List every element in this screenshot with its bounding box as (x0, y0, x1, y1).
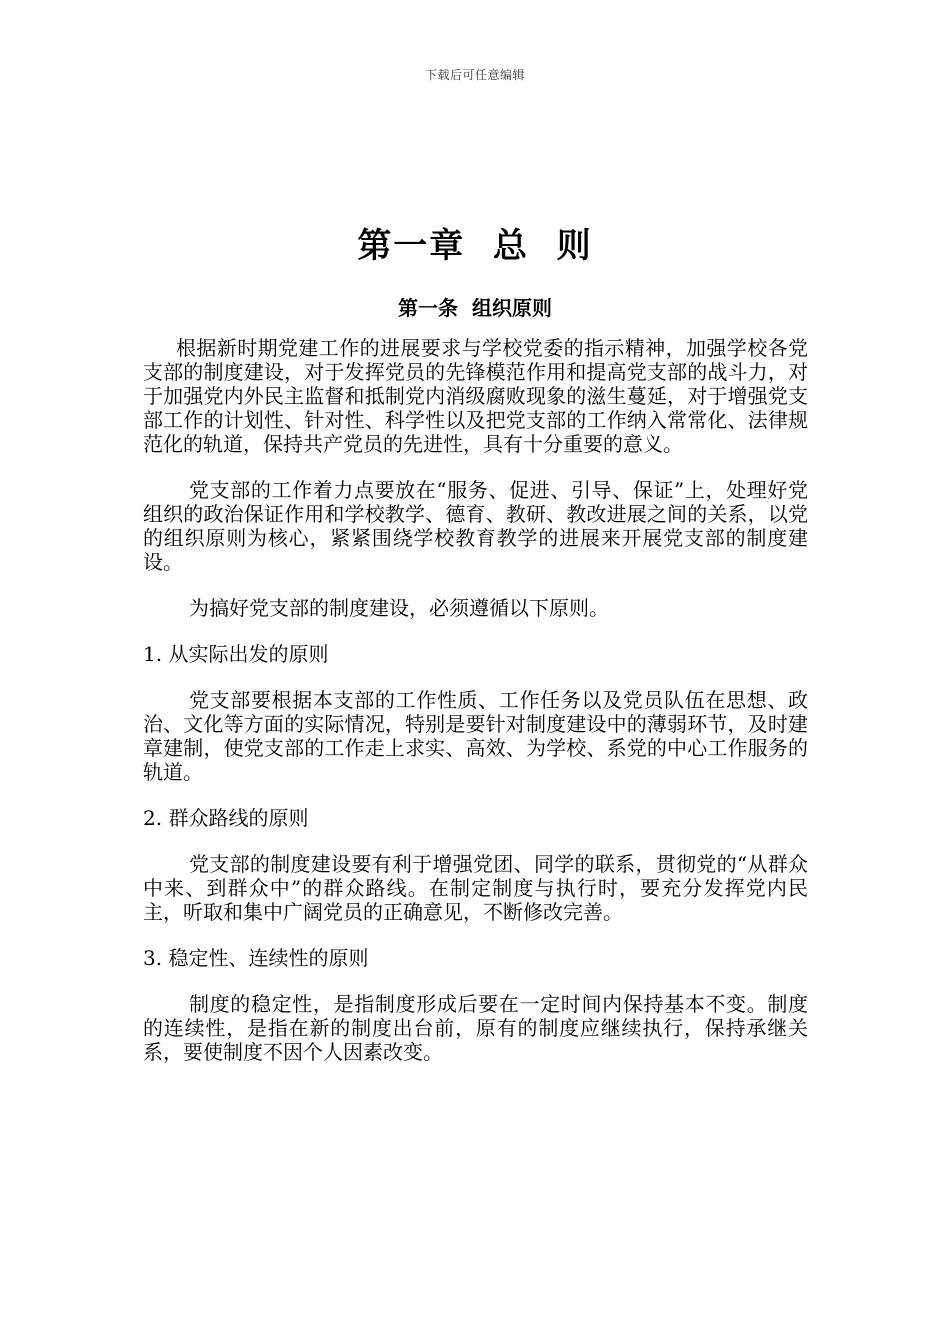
document-body (143, 336, 808, 1086)
paragraph-focus: 党支部的工作着力点要放在“服务、促进、引导、保证”上，处理好党组织的政治保证作用和学校教学、德育、教研、教改进展之间的关系，以党的组织原则为核心，紧紧围绕学校教育教学的进展来开展党支部的制度建设。 (143, 478, 808, 574)
principle-1-heading: 1. 从实际出发的原则 (143, 642, 329, 666)
article-title: 第一条 组织原则 (398, 296, 552, 320)
paragraph-principles-intro: 为搞好党支部的制度建设，必须遵循以下原则。 (189, 596, 609, 620)
principle-3-text: 制度的稳定性，是指制度形成后要在一定时间内保持基本不变。制度的连续性，是指在新的制度出台前，原有的制度应继续执行，保持承继关系，要使制度不因个人因素改变。 (143, 992, 808, 1064)
principle-2-text: 党支部的制度建设要有利于增强党团、同学的联系，贯彻党的“从群众中来、到群众中”的群众路线。在制定制度与执行时，要充分发挥党内民主，听取和集中广阔党员的正确意见，不断修改完善。 (143, 852, 808, 924)
paragraph-purpose: 根据新时期党建工作的进展要求与学校党委的指示精神，加强学校各党支部的制度建设，对于发挥党员的先锋模范作用和提高党支部的战斗力，对于加强党内外民主监督和抵制党内消级腐败现象的滋生蔓延，对于增强党支部工作的计划性、针对性、科学性以及把党支部的工作纳入常常化、法律规范化的轨道，保持共产党员的先进性，具有十分重要的意义。 (143, 336, 808, 456)
principle-2-heading: 2. 群众路线的原则 (143, 806, 309, 830)
page-header-note: 下载后可任意编辑 (424, 68, 525, 82)
principle-3-heading: 3. 稳定性、连续性的原则 (143, 946, 369, 970)
principle-1-text: 党支部要根据本支部的工作性质、工作任务以及党员队伍在思想、政治、文化等方面的实际情况，特别是要针对制度建设中的薄弱环节，及时建章建制，使党支部的工作走上求实、高效、为学校、系党的中心工作服务的轨道。 (143, 688, 808, 784)
chapter-title: 第一章 总 则 (357, 226, 593, 266)
